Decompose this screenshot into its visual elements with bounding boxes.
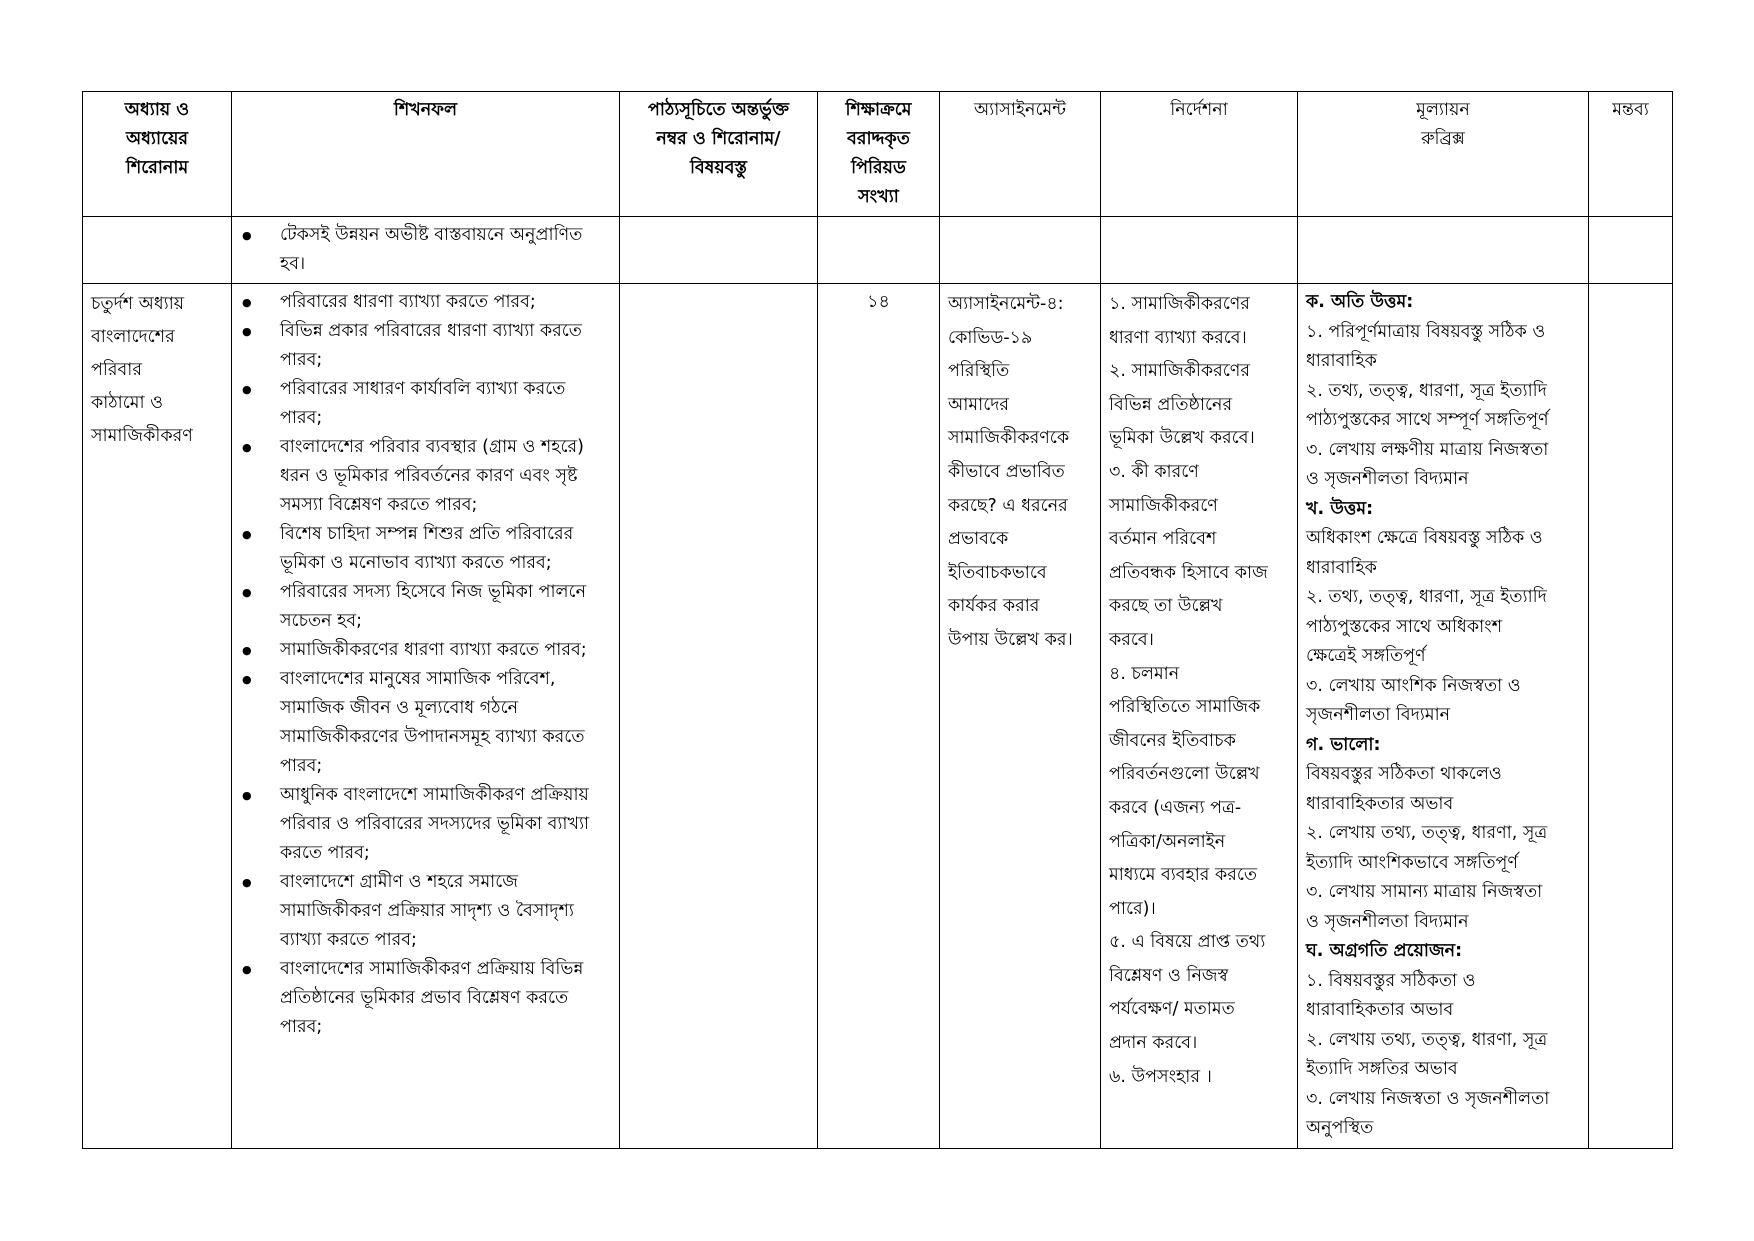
rubric-line: ৩. লেখায় আংশিক নিজস্বতা ও [1306,675,1521,696]
rubric-heading: খ. উত্তম: [1306,498,1374,519]
text-line: পরিস্থিতিতে সামাজিক [1109,697,1261,718]
header-syllabus [620,92,818,217]
rubric-line: ৩. লেখায় সামান্য মাত্রায় নিজস্বতা [1306,882,1543,902]
text-line: বাংলাদেশের [91,327,175,347]
rubric-line: সৃজনশীলতা বিদ্যমান [1306,705,1451,725]
text-line: ৪. চলমান [1109,663,1180,684]
text-line: সংখ্যা [858,187,899,207]
text-line: ভূমিকা উল্লেখ করবে। [1109,428,1255,449]
text-line: ২. সামাজিকীকরণের [1109,361,1250,382]
remarks [1589,284,1673,1149]
header-row [83,92,1673,217]
text-line: কার্যকর করার [948,596,1040,617]
outcome-item: ● পরিবারের সাধারণ কার্যাবলি ব্যাখ্যা করতে পারব; [240,375,611,433]
period-count: ১৪ [818,284,940,1149]
rubric-line: অধিকাংশ ক্ষেত্রে বিষয়বস্তু সঠিক ও [1306,528,1543,548]
text-line: কীভাবে প্রভাবিত [948,461,1065,482]
header-instructions: নির্দেশনা [1101,92,1298,217]
text-line: শিক্ষাক্রমে [845,100,912,120]
header-outcomes: শিখনফল [232,92,620,217]
text-line: করছে? এ ধরনের [948,495,1068,516]
text-line: উপায় উল্লেখ কর। [948,629,1073,650]
text-line: পাঠ্যসূচিতে অন্তর্ভুক্ত [648,100,789,120]
outcome-item: ● বাংলাদেশের মানুষের সামাজিক পরিবেশ, সামাজিক জীবন ও মূল্যবোধ গঠনে সামাজিকীকরণের উপাদানসমূহ ব্যাখ্যা করতে পারব; [240,665,611,781]
outcome-item: ● বাংলাদেশে গ্রামীণ ও শহরে সমাজে সামাজিকীকরণ প্রক্রিয়ার সাদৃশ্য ও বৈসাদৃশ্য ব্যাখ্যা করতে পারব; [240,868,611,955]
text-line: ইতিবাচকভাবে [948,562,1047,583]
outcome-item: ● টেকসই উন্নয়ন অভীষ্ট বাস্তবায়নে অনুপ্রাণিত হব। [240,221,611,279]
text-line: করবে। [1109,629,1154,650]
text-line: সামাজিকীকরণকে [948,428,1070,449]
text-line: পত্রিকা/অনলাইন [1109,831,1226,852]
text-line: পরিবার [91,360,142,380]
text-line: প্রতিবন্ধক হিসাবে কাজ [1109,562,1268,583]
outcome-item: ● বিশেষ চাহিদা সম্পন্ন শিশুর প্রতি পরিবারের ভূমিকা ও মনোভাব ব্যাখ্যা করতে পারব; [240,520,611,578]
cell-empty [818,217,940,284]
rubric-heading: গ. ভালো: [1306,734,1381,755]
rubric-line: ১. বিষয়বস্তুর সঠিকতা ও [1306,970,1476,991]
rubric-line: ৩. লেখায় লক্ষণীয় মাত্রায় নিজস্বতা [1306,439,1549,460]
chapter-title [83,284,232,1149]
text-line: বরাদ্দকৃত [847,129,910,149]
text-line: অধ্যায়ের [125,129,189,149]
rubric-line: ধারাবাহিক [1306,351,1377,371]
text-line: বিশ্লেষণ ও নিজস্ব [1109,965,1229,986]
chapter-14-row [83,284,1673,1149]
text-line: চতুর্দশ অধ্যায় [91,294,185,314]
cell-empty [83,217,232,284]
assignment-text [940,284,1101,1149]
rubric-line: ২. তথ্য, তত্ত্ব, ধারণা, সূত্র ইত্যাদি [1306,587,1547,607]
text-line: বিভিন্ন প্রতিষ্ঠানের [1109,394,1233,415]
text-line: ৫. এ বিষয়ে প্রাপ্ত তথ্য [1109,932,1266,953]
text-line: পরিস্থিতি [948,361,1010,382]
syllabus-content [620,284,818,1149]
header-assignment: অ্যাসাইনমেন্ট [940,92,1101,217]
rubric-line: ২. লেখায় তথ্য, তত্ত্ব, ধারণা, সূত্র [1306,1029,1548,1050]
rubric-line: ইত্যাদি আংশিকভাবে সঙ্গতিপূর্ণ [1306,852,1518,873]
rubric-line: ধারাবাহিক [1306,557,1377,578]
text-line: নম্বর ও শিরোনাম/ [656,129,781,149]
rubric-heading: ঘ. অগ্রগতি প্রয়োজন: [1306,941,1463,961]
cell-empty [940,217,1101,284]
text-line: সামাজিকীকরণ [91,426,193,446]
continuation-row [83,217,1673,284]
text-line: আমাদের [948,394,1010,415]
learning-outcomes [232,284,620,1149]
text-line: শিরোনাম [125,158,189,178]
rubric-line: ৩. লেখায় নিজস্বতা ও সৃজনশীলতা [1306,1088,1550,1109]
text-line: পরিবর্তনগুলো উল্লেখ [1109,764,1260,785]
text-line: মূল্যায়ন [1416,100,1470,120]
outcome-item: ● পরিবারের সদস্য হিসেবে নিজ ভূমিকা পালনে সচেতন হব; [240,578,611,636]
continuation-outcomes [232,217,620,284]
rubric-line: ও সৃজনশীলতা বিদ্যমান [1306,911,1469,932]
text-line: কোভিড-১৯ [948,327,1033,348]
outcome-item: ● সামাজিকীকরণের ধারণা ব্যাখ্যা করতে পারব; [240,636,611,665]
header-chapter [83,92,232,217]
rubric-line: অনুপস্থিত [1306,1118,1374,1138]
text-line: রুব্রিক্স [1421,129,1465,149]
rubric-line: ২. তথ্য, তত্ত্ব, ধারণা, সূত্র ইত্যাদি [1306,380,1547,401]
text-line: মাধ্যমে ব্যবহার করতে [1109,865,1258,886]
text-line: অ্যাসাইনমেন্ট-৪: [948,294,1064,314]
rubric-heading: ক. অতি উত্তম: [1306,292,1414,312]
text-line: পর্যবেক্ষণ/ মতামত [1109,999,1235,1020]
rubric-line: ধারাবাহিকতার অভাব [1306,793,1454,814]
header-rubric [1298,92,1589,217]
text-line: সামাজিকীকরণে [1109,495,1218,516]
outcome-item: ● বাংলাদেশের পরিবার ব্যবস্থার (গ্রাম ও শহরে) ধরন ও ভূমিকার পরিবর্তনের কারণ এবং সৃষ্ট সমস্যা বিশ্লেষণ করতে পারব; [240,433,611,520]
text-line: অধ্যায় ও [124,100,190,120]
header-remarks: মন্তব্য [1589,92,1673,217]
text-line: পিরিয়ড [851,158,906,178]
rubric-line: ২. লেখায় তথ্য, তত্ত্ব, ধারণা, সূত্র [1306,823,1548,843]
text-line: জীবনের ইতিবাচক [1109,730,1236,751]
cell-empty [1101,217,1298,284]
text-line: প্রদান করবে। [1109,1033,1198,1054]
text-line: ১. সামাজিকীকরণের [1109,294,1250,314]
rubric-line: পাঠ্যপুস্তকের সাথে অধিকাংশ [1306,616,1503,637]
header-periods [818,92,940,217]
text-line: করছে তা উল্লেখ [1109,596,1223,617]
cell-empty [1589,217,1673,284]
cell-empty [1298,217,1589,284]
text-line: বর্তমান পরিবেশ [1109,529,1217,550]
cell-empty [620,217,818,284]
rubric-line: ১. পরিপূর্ণমাত্রায় বিষয়বস্তু সঠিক ও [1306,321,1546,342]
rubric-line: বিষয়বস্তুর সঠিকতা থাকলেও [1306,764,1502,784]
text-line: ধারণা ব্যাখ্যা করবে। [1109,327,1247,348]
rubric-line: পাঠ্যপুস্তকের সাথে সম্পূর্ণ সঙ্গতিপূর্ণ [1306,410,1549,430]
rubric-line: ধারাবাহিকতার অভাব [1306,1000,1454,1020]
text-line: কাঠামো ও [91,393,164,413]
text-line: প্রভাবকে [948,529,1009,550]
instructions-text [1101,284,1298,1149]
outcome-item: ● আধুনিক বাংলাদেশে সামাজিকীকরণ প্রক্রিয়ায় পরিবার ও পরিবারের সদস্যদের ভূমিকা ব্যাখ্যা করতে পারব; [240,781,611,868]
outcome-item: ● পরিবারের ধারণা ব্যাখ্যা করতে পারব; [240,288,611,317]
outcome-item: ● বাংলাদেশের সামাজিকীকরণ প্রক্রিয়ায় বিভিন্ন প্রতিষ্ঠানের ভূমিকার প্রভাব বিশ্লেষণ করতে পারব; [240,955,611,1042]
text-line: বিষয়বস্তু [689,158,748,178]
text-line: ৩. কী কারণে [1109,461,1199,482]
assessment-rubric [1298,284,1589,1149]
text-line: ৬. উপসংহার । [1109,1066,1212,1087]
lesson-plan-table [82,91,1673,1149]
text-line: পারে)। [1109,898,1156,919]
rubric-line: ক্ষেত্রেই সঙ্গতিপূর্ণ [1306,646,1426,666]
outcome-item: ● বিভিন্ন প্রকার পরিবারের ধারণা ব্যাখ্যা করতে পারব; [240,317,611,375]
text-line: করবে (এজন্য পত্র- [1109,797,1242,818]
rubric-line: ইত্যাদি সঙ্গতির অভাব [1306,1059,1458,1079]
rubric-line: ও সৃজনশীলতা বিদ্যমান [1306,469,1469,489]
